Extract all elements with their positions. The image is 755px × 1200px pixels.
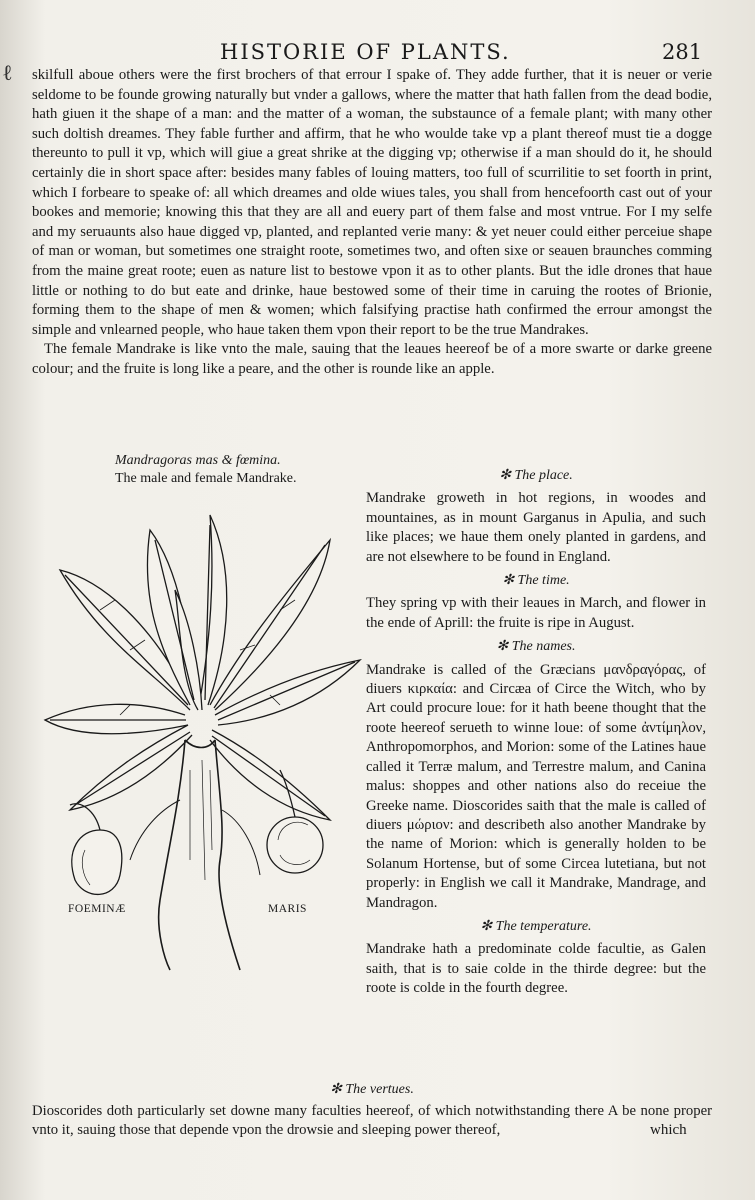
section-text-place: Mandrake groweth in hot regions, in woodes and mountaines, as in mount Garganus in Apulia, and such like places; we haue them onely planted in gardens, and are not elsewhere to be found in England. (366, 490, 706, 565)
figure-caption (115, 452, 355, 488)
section-text-vertues: Dioscorides doth particularly set downe many faculties heereof, of which notwithstanding there A be none proper vnto it, sauing those that depende vpon the drowsie and sleeping power thereof, (32, 1102, 712, 1139)
page-number: 281 (662, 40, 703, 64)
section-text-temperature: Mandrake hath a predominate colde facultie, as Galen saith, that is to saie colde in the thirde degree: but the roote is colde in the fourth degree. (366, 941, 706, 997)
caption-latin: Mandragoras mas & fœmina. (115, 453, 281, 468)
paragraph: skilfull aboue others were the first brochers of that errour I spake of. They adde further, that it is neuer or verie seldome to be founde growing naturally but vnder a gallows, where the matter that hath fallen from the dead bodie, hath giuen it the shape of a man: and the matter of a woman, the substaunce of a female plant; with many other such doltish dreames. They fable further and affirm, that he who woulde take vp a plant thereof must tie a dogge thereunto to pull it vp, which will giue a great shrike at the digging vp; otherwise if a man should do it, he should certainly die in short space after: besides many fables of louing matters, too full of scurrilitie to set foorth in print, which I forbeare to speake of: all which dreames and olde wiues tales, you shall from hencefoorth cast out of your bookes and memorie; knowing this that they are all and euery part of them false and most vntrue. For I my selfe and my seruaunts also haue digged vp, planted, and replanted verie many: & yet neuer could either perceiue shape of man or woman, but sometimes one straight roote, sometimes two, and often sixe or seauen braunches comming from the maine great roote; euen as nature list to bestowe vpon it as to other plants. But the idle drones that haue little or nothing to do but eate and drinke, haue bestowed some of their time in caruing the rootes of Brionie, forming them to the shape of men & women; which falsifying practise hath confirmed the errour amongst the simple and vnlearned people, who haue taken them vpon their report to be the true Mandrakes. (32, 67, 712, 338)
section-heading-temperature: ✻ The temperature. (480, 918, 592, 934)
section-heading-time: ✻ The time. (502, 573, 570, 589)
section-heading-names: ✻ The names. (496, 639, 576, 655)
section-heading-vertues: ✻ The vertues. (330, 1082, 414, 1097)
catchword: which (650, 1122, 687, 1138)
running-title: HISTORIE OF PLANTS. (220, 40, 511, 64)
paragraph: The female Mandrake is like vnto the male, sauing that the leaues heereof be of a more swarte or darke greene colour; and the fruite is long like a peare, and the other is rounde like an apple. (32, 341, 712, 377)
right-column (366, 462, 706, 999)
section-text-time: They spring vp with their leaues in March, and flower in the ende of Aprill: the fruite is ripe in August. (366, 595, 706, 631)
section-heading-place: ✻ The place. (499, 468, 573, 483)
main-text (32, 66, 712, 380)
label-male: MARIS (268, 903, 307, 915)
caption-english: The male and female Mandrake. (115, 471, 297, 486)
vertues-section (32, 1080, 712, 1141)
section-text-names: Mandrake is called of the Græcians μανδραγόρας, of diuers κιρκαία: and Circæa of Circe the Witch, who by Art could procure loue: for it hath beene thought that the roote heereof serueth to winne loue: of some ἀντίμηλον, Anthropomorphos, and Morion: some of the Latines haue called it Terræ malum, and Terrestre malum, and Canina malus: shoppes and other nations also do receiue the Greeke name. Dioscorides saith that the male is called of diuers μώριον: and describeth also another Mandrake by the name of Morion: which is generally holden to be Solanum Hortense, but of some Circea lutetiana, but not properly: in English we call it Mandrake, Mandrage, and Mandragon. (366, 661, 706, 911)
margin-mark: ℓ (2, 61, 13, 86)
label-female: FOEMINÆ (68, 903, 126, 915)
